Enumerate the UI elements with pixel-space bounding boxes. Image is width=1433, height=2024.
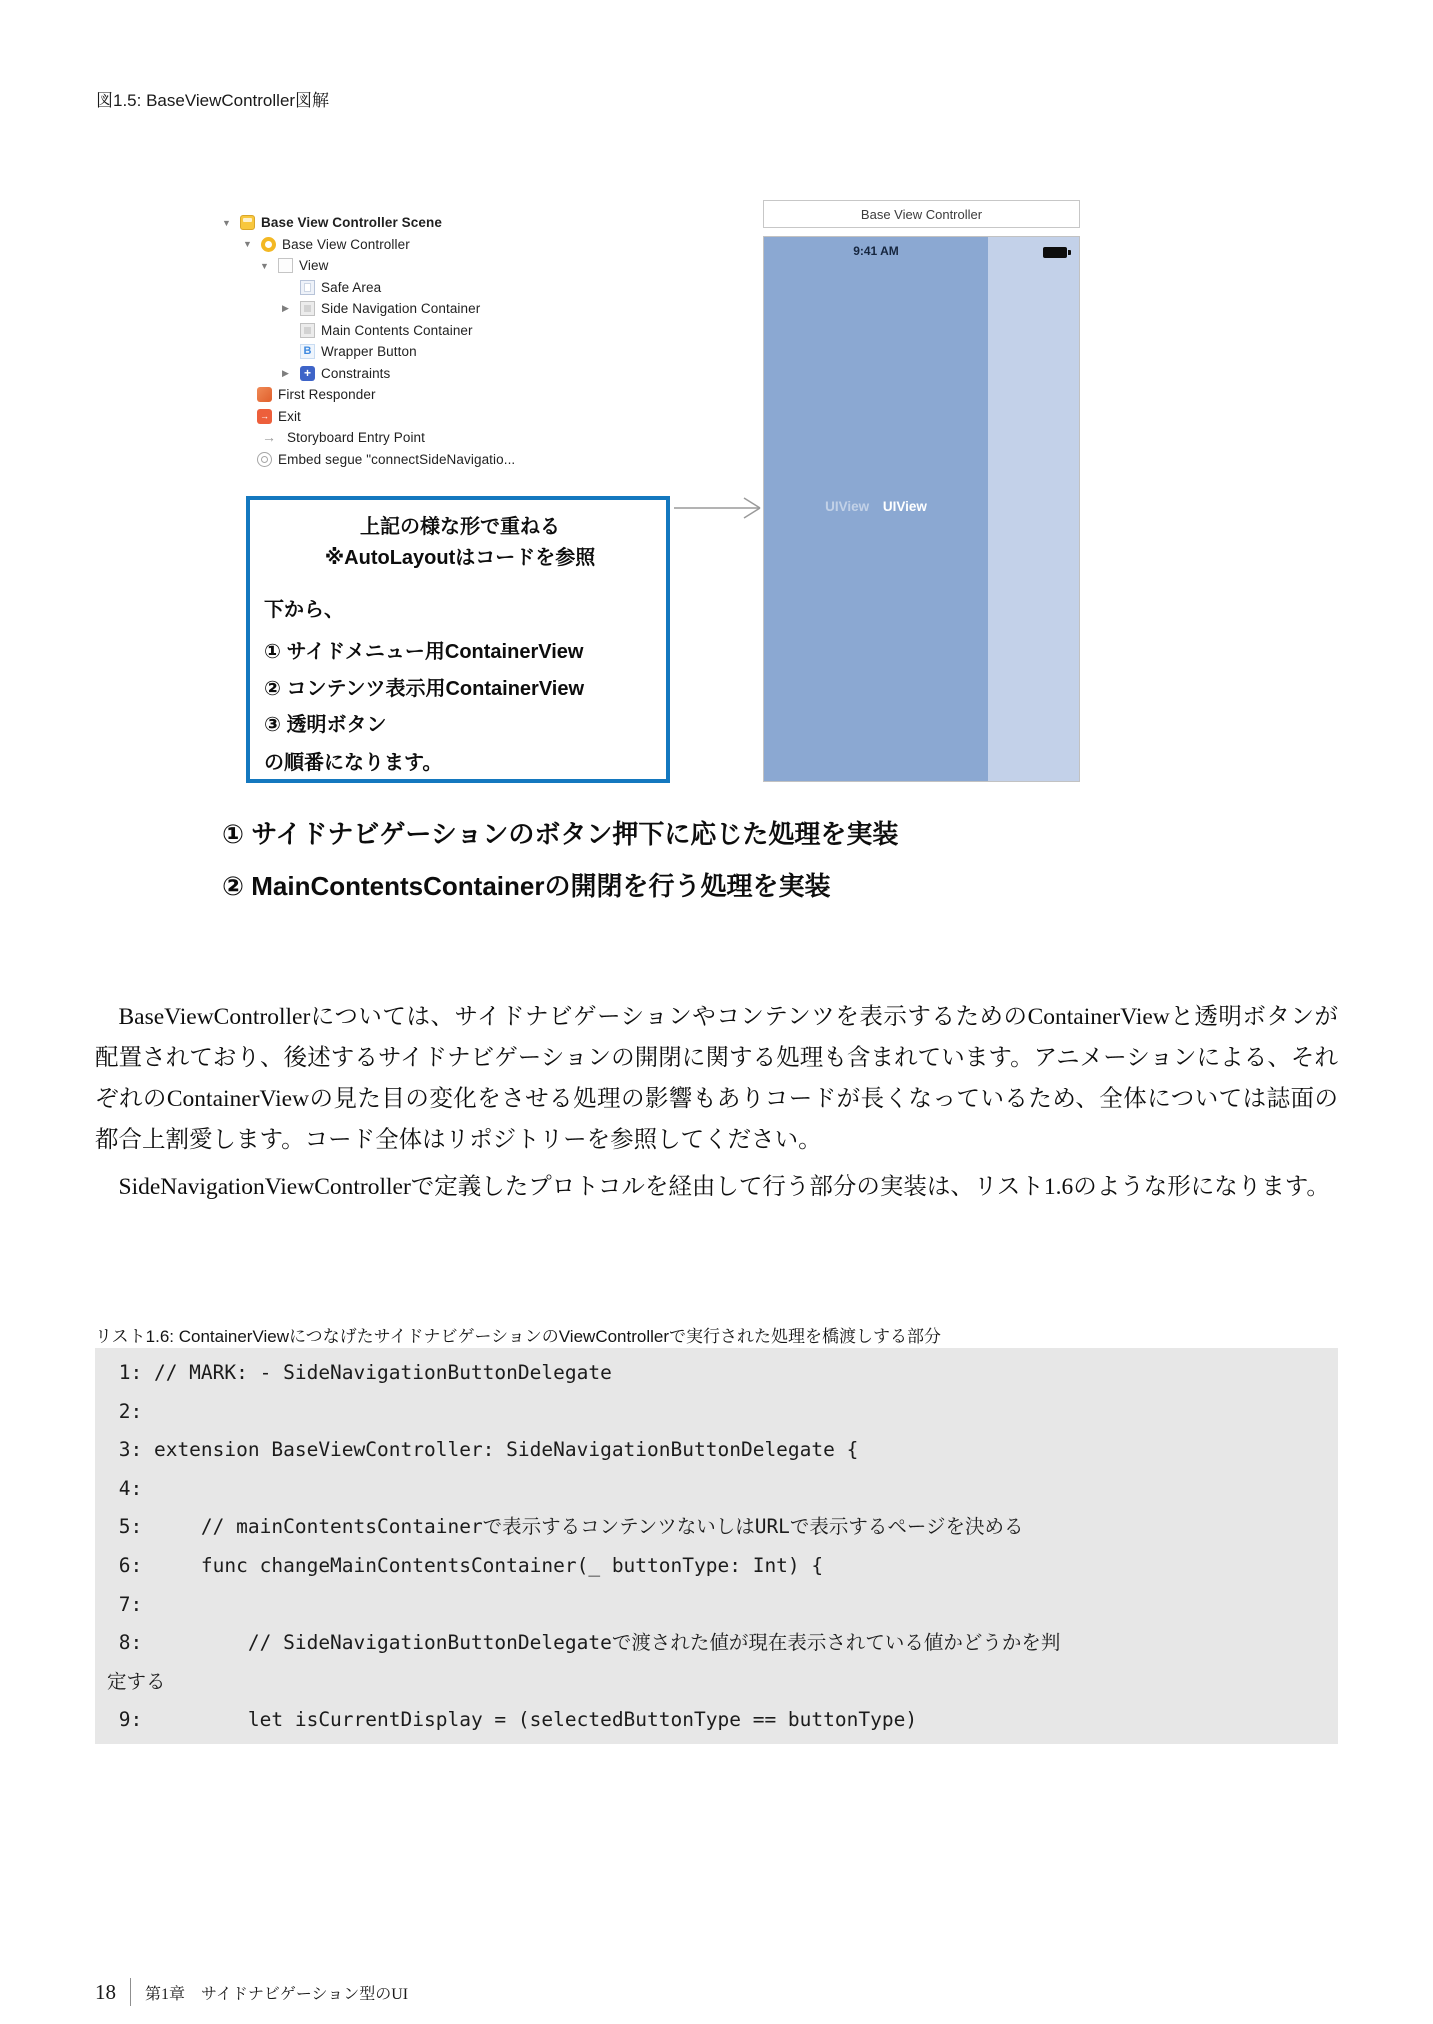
connector-arrow (674, 493, 766, 523)
tree-item-label: Constraints (321, 365, 391, 381)
battery-icon (1043, 247, 1067, 258)
segue-icon (257, 452, 272, 467)
tree-item-storyboard-entry-point (214, 427, 644, 449)
annotation-line: の順番になります。 (264, 752, 443, 774)
tree-item-wrapper-button (214, 341, 644, 363)
container-view-icon (300, 323, 315, 338)
storyboard-title: Base View Controller (860, 206, 983, 222)
button-icon: B (300, 344, 315, 359)
code-line: 5: // mainContentsContainerで表示するコンテンツないしはURLで表示するページを決める (107, 1515, 1024, 1539)
tree-item-view-controller (214, 234, 644, 256)
tree-item-label: Base View Controller Scene (261, 215, 442, 231)
uiview-label-back: UIView (825, 499, 870, 514)
entry-point-arrow-icon: → (262, 429, 276, 446)
chapter-title: 第1章 サイドナビゲーション型のUI (145, 1985, 409, 2003)
annotation-line: 上記の様な形で重ねる (360, 516, 560, 538)
xcode-outline-tree (214, 212, 644, 470)
tree-item-label: Embed segue "connectSideNavigatio... (278, 451, 516, 467)
annotation-line: ② コンテンツ表示用ContainerView (264, 678, 585, 700)
tree-item-safe-area (214, 277, 644, 299)
view-controller-icon (261, 237, 276, 252)
annotation-line: 下から、 (264, 599, 344, 621)
disclosure-collapsed-icon: ▶ (282, 303, 289, 314)
tree-item-label: Storyboard Entry Point (287, 430, 426, 446)
code-line: 7: (107, 1592, 143, 1616)
tree-item-main-contents-container (214, 320, 644, 342)
tree-item-scene (214, 212, 644, 234)
code-line: 8: // SideNavigationButtonDelegateで渡された値が現在表示されている値かどうかを判 (107, 1631, 1061, 1655)
tree-item-label: Main Contents Container (321, 322, 473, 338)
code-line: 4: (107, 1476, 143, 1500)
container-view-icon (300, 301, 315, 316)
listing-caption: リスト1.6: ContainerViewにつなげたサイドナビゲーションのViewControllerで実行された処理を橋渡しする部分 (95, 1327, 942, 1346)
tree-item-label: First Responder (278, 387, 376, 403)
annotation-line: ① サイドメニュー用ContainerView (264, 641, 584, 663)
constraints-icon: + (300, 366, 315, 381)
tree-item-label: Base View Controller (282, 236, 410, 252)
disclosure-open-icon: ▼ (222, 217, 231, 228)
annotation-line: ③ 透明ボタン (264, 714, 387, 736)
annotation-box (246, 496, 670, 783)
page-footer (95, 1978, 408, 2006)
tree-item-label: View (299, 258, 329, 274)
disclosure-collapsed-icon: ▶ (282, 367, 289, 378)
body-text (95, 997, 1338, 1208)
figure-note-2: ② MainContentsContainerの開閉を行う処理を実装 (222, 871, 831, 901)
page-number: 18 (95, 1979, 116, 2004)
paragraph: BaseViewControllerについては、サイドナビゲーションやコンテンツを表示するためのContainerViewと透明ボタンが配置されており、後述するサイドナビゲーションの開閉に関する処理も含まれています。アニメーションによる、それぞれのContainerViewの見た目の変化をさせる処理の影響もありコードが長くなっているため、全体については誌面の都合上割愛します。コード全体はリポジトリーを参照してください。 (95, 1004, 1338, 1153)
scene-icon (240, 215, 255, 230)
tree-item-label: Side Navigation Container (321, 301, 481, 317)
tree-item-label: Exit (278, 408, 301, 424)
tree-item-side-navigation-container (214, 298, 644, 320)
disclosure-open-icon: ▼ (260, 260, 269, 271)
safe-area-icon (300, 280, 315, 295)
annotation-line: ※AutoLayoutはコードを参照 (324, 547, 596, 569)
code-line: 6: func changeMainContentsContainer(_ buttonType: Int) { (107, 1553, 824, 1577)
paragraph: SideNavigationViewControllerで定義したプロトコルを経由して行う部分の実装は、リスト1.6のような形になります。 (118, 1174, 1330, 1200)
tree-item-view (214, 255, 644, 277)
code-line: 定する (107, 1669, 166, 1693)
code-line: 2: (107, 1399, 143, 1423)
exit-icon: → (257, 409, 272, 424)
footer-divider (130, 1978, 131, 2006)
tree-item-embed-segue (214, 449, 644, 471)
storyboard-title-bar (763, 200, 1080, 228)
code-line: 9: let isCurrentDisplay = (selectedButtonType == buttonType) (107, 1708, 918, 1732)
code-listing (95, 1348, 1338, 1744)
figure-caption: 図1.5: BaseViewController図解 (96, 91, 330, 110)
tree-item-exit (214, 406, 644, 428)
first-responder-icon (257, 387, 272, 402)
tree-item-constraints (214, 363, 644, 385)
figure-note-1: ① サイドナビゲーションのボタン押下に応じた処理を実装 (222, 819, 899, 849)
uiview-label-front: UIView (882, 499, 927, 514)
status-bar-time: 9:41 AM (853, 244, 899, 258)
disclosure-open-icon: ▼ (243, 239, 252, 250)
tree-item-label: Wrapper Button (321, 344, 417, 360)
view-icon (278, 258, 293, 273)
storyboard-canvas (763, 236, 1080, 782)
code-line: 1: // MARK: - SideNavigationButtonDelegate (107, 1361, 612, 1384)
tree-item-label: Safe Area (321, 279, 382, 295)
code-line: 3: extension BaseViewController: SideNavigationButtonDelegate { (107, 1438, 859, 1462)
uiview-labels (764, 499, 988, 514)
tree-item-first-responder (214, 384, 644, 406)
